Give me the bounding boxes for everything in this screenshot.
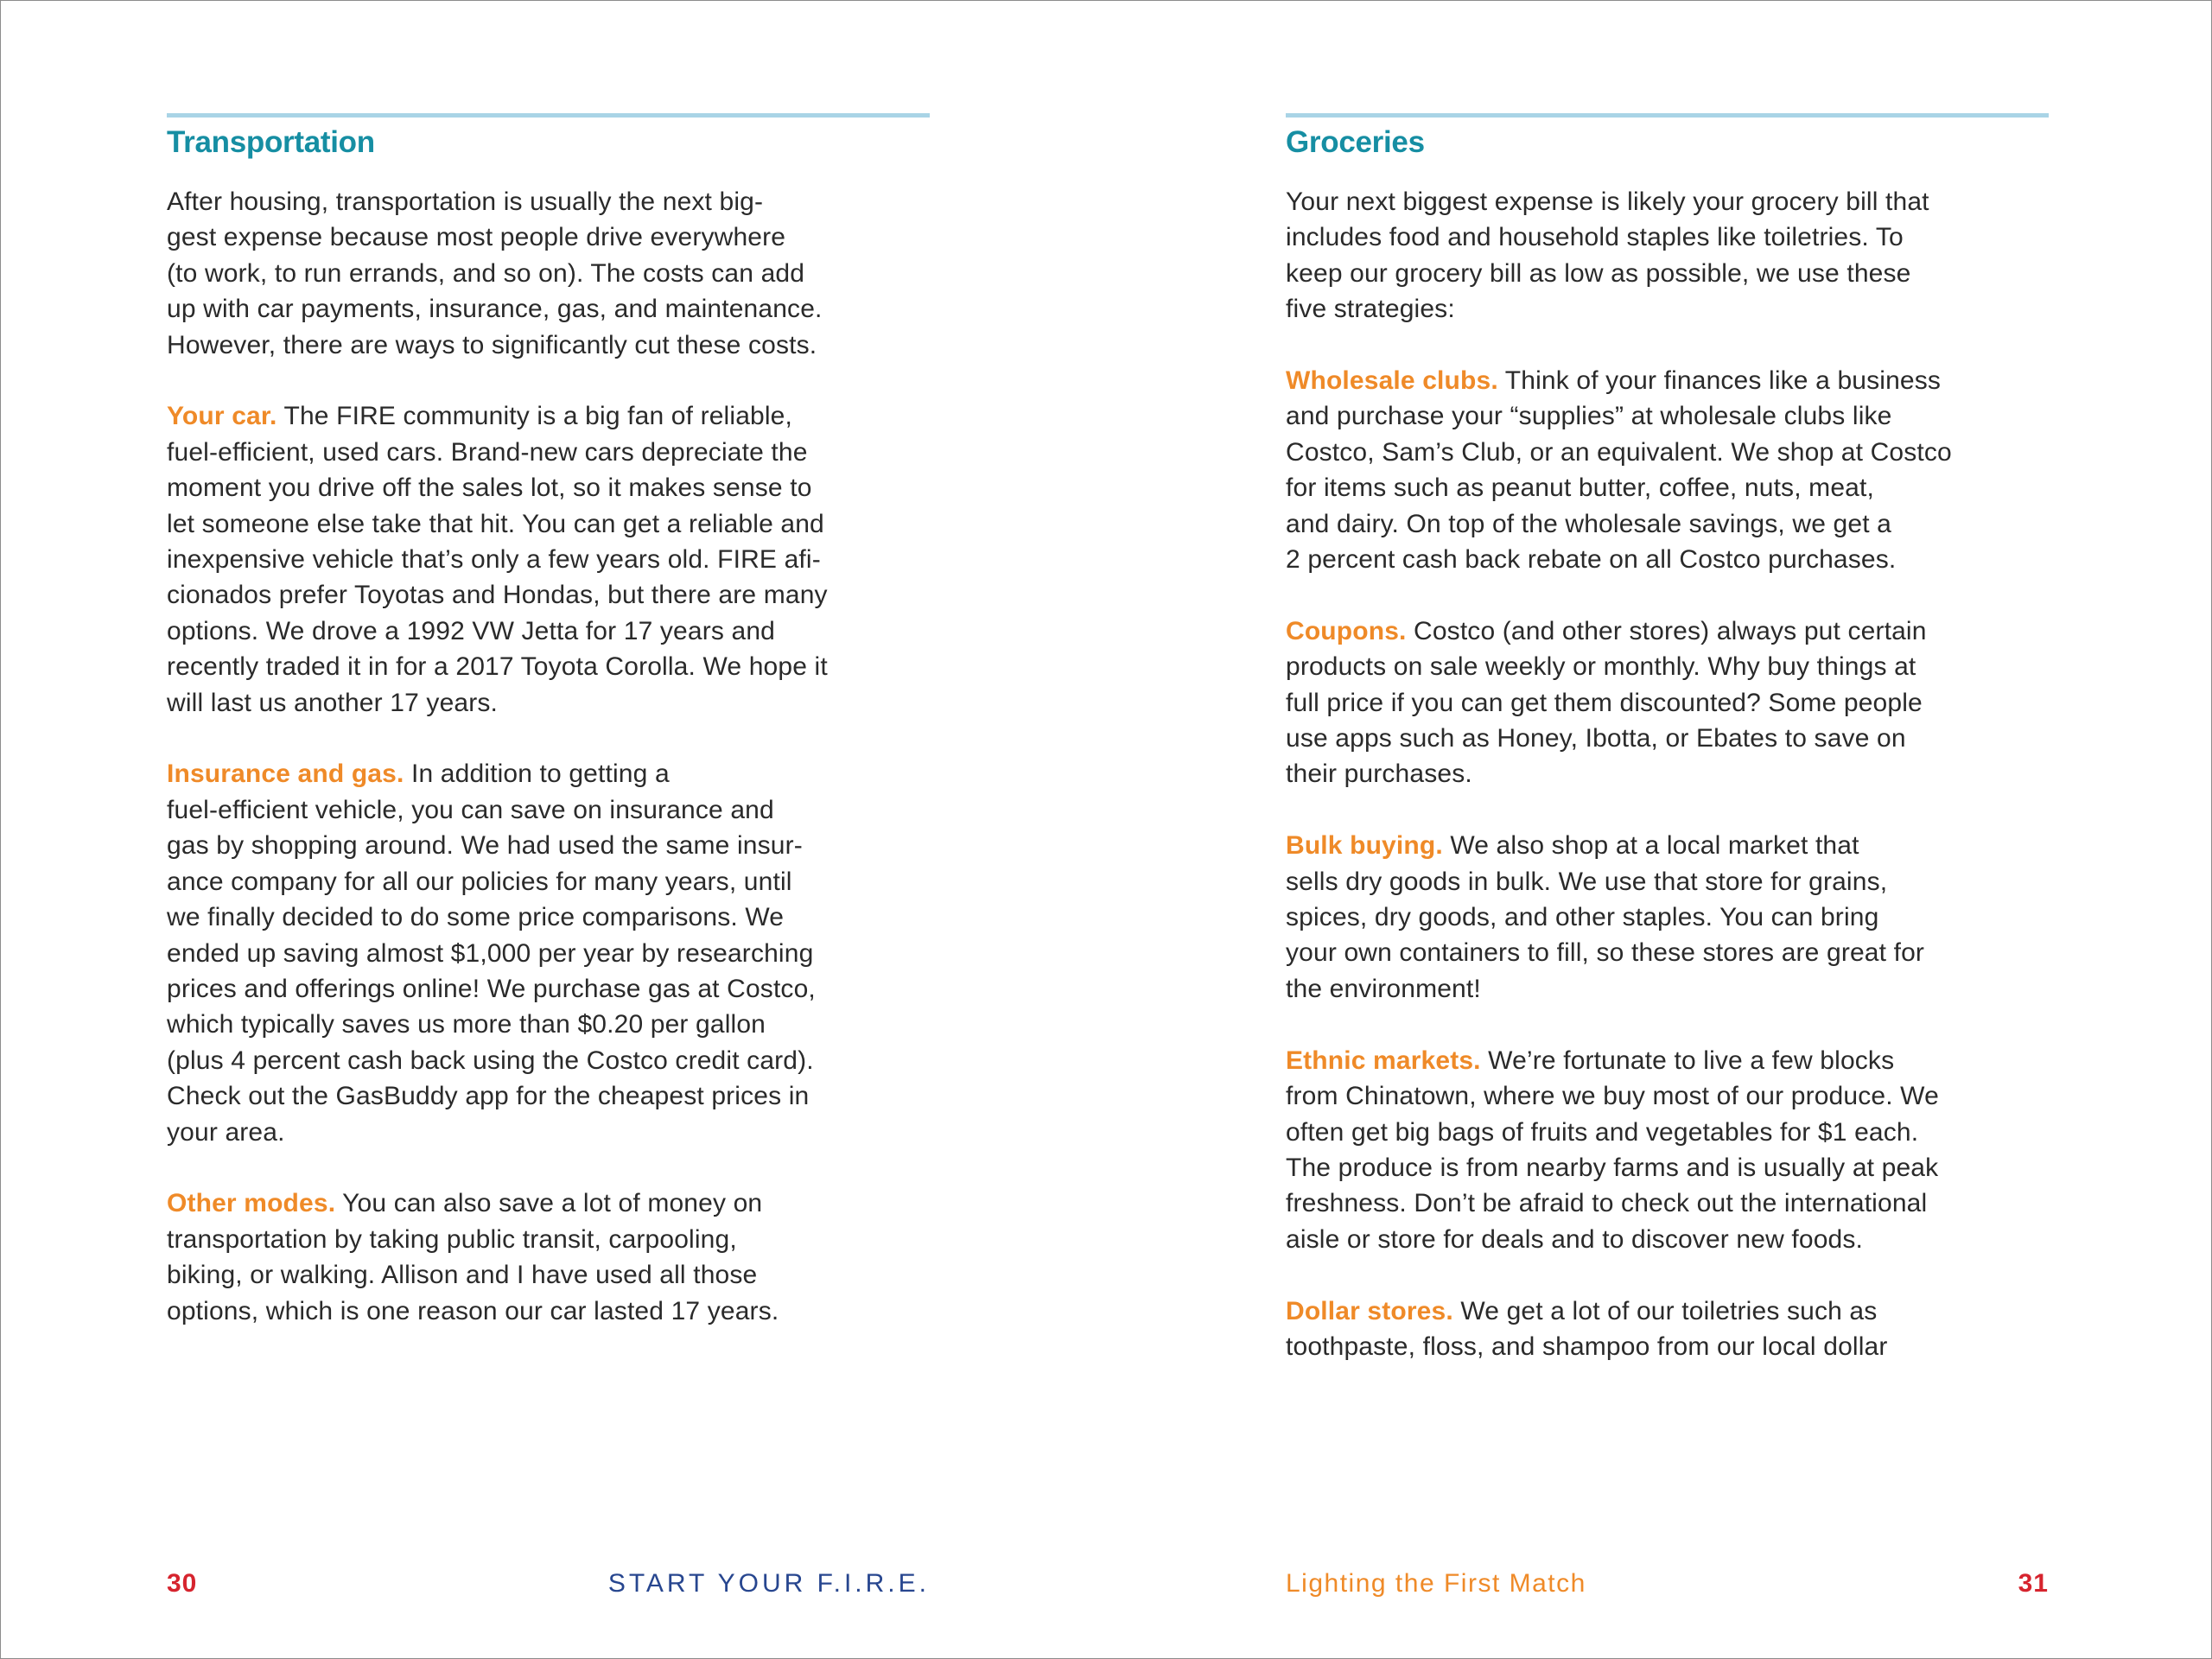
text-line [167, 613, 930, 649]
text-line [1286, 1294, 2049, 1329]
body-paragraph [167, 1185, 930, 1329]
line-text: their purchases. [1286, 760, 1472, 789]
line-text: we finally decided to do some price comparisons. We [167, 903, 785, 932]
text-line [1286, 1043, 2049, 1078]
line-text: let someone else take that hit. You can get a reliable and [167, 509, 824, 538]
line-text: After housing, transportation is usually the next big- [167, 188, 764, 216]
line-text: You can also save a lot of money on [342, 1189, 763, 1218]
text-line [167, 1043, 930, 1078]
text-line [167, 1007, 930, 1042]
line-text: options. We drove a 1992 VW Jetta for 17 years and [167, 616, 776, 645]
line-text: aisle or store for deals and to discover new foods. [1286, 1224, 1864, 1254]
text-line [167, 685, 930, 721]
text-line [167, 256, 930, 291]
text-line [1286, 219, 2049, 255]
body-paragraph [167, 398, 930, 721]
text-line [1286, 435, 2049, 470]
text-line [167, 864, 930, 899]
line-text: options, which is one reason our car lasted 17 years. [167, 1296, 779, 1325]
section-rule [1286, 113, 2049, 118]
line-text: your area. [167, 1117, 285, 1147]
running-head-chapter-title: Lighting the First Match [1286, 1569, 1586, 1598]
text-line [1286, 542, 2049, 577]
line-text: ance company for all our policies for many years, until [167, 867, 792, 896]
text-line [167, 435, 930, 470]
text-line [1286, 470, 2049, 505]
text-line [1286, 613, 2049, 649]
text-line [167, 219, 930, 255]
text-line [167, 1115, 930, 1150]
text-line [1286, 398, 2049, 434]
text-line [1286, 899, 2049, 935]
text-line [167, 577, 930, 613]
text-line [167, 398, 930, 434]
text-line [1286, 756, 2049, 791]
body-paragraph [1286, 184, 2049, 327]
line-text: the environment! [1286, 974, 1481, 1003]
line-text: Costco, Sam’s Club, or an equivalent. We shop at Costco [1286, 437, 1952, 467]
body-paragraph [1286, 1043, 2049, 1257]
line-text: (plus 4 percent cash back using the Costco credit card). [167, 1046, 814, 1075]
line-text: 2 percent cash back rebate on all Costco purchases. [1286, 545, 1897, 575]
line-text: gas by shopping around. We had used the same insur- [167, 831, 803, 861]
paragraph-lead-in: Coupons. [1286, 616, 1407, 645]
line-text: In addition to getting a [410, 760, 670, 789]
text-line [167, 828, 930, 863]
text-line [1286, 1222, 2049, 1257]
text-line [167, 327, 930, 363]
line-text: for items such as peanut butter, coffee, nuts, meat, [1286, 474, 1874, 503]
line-text: The produce is from nearby farms and is usually at peak [1286, 1153, 1939, 1182]
line-text: Costco (and other stores) always put certain [1414, 616, 1927, 645]
body-paragraph [1286, 363, 2049, 577]
text-line [1286, 184, 2049, 219]
line-text: biking, or walking. Allison and I have used all those [167, 1261, 758, 1290]
text-line [1286, 506, 2049, 542]
left-page [167, 1, 930, 1658]
line-text: use apps such as Honey, Ibotta, or Ebates to save on [1286, 724, 1906, 753]
text-line [167, 542, 930, 577]
text-line [1286, 291, 2049, 327]
line-text: However, there are ways to significantly cut these costs. [167, 330, 817, 359]
line-text: sells dry goods in bulk. We use that store for grains, [1286, 867, 1888, 896]
line-text: includes food and household staples like toiletries. To [1286, 223, 1904, 252]
section-heading-groceries: Groceries [1286, 125, 1425, 159]
line-text: five strategies: [1286, 295, 1455, 324]
text-line [1286, 363, 2049, 398]
text-line [167, 792, 930, 828]
line-text: We get a lot of our toiletries such as [1460, 1296, 1878, 1325]
line-text: toothpaste, floss, and shampoo from our local dollar [1286, 1332, 1888, 1361]
line-text: inexpensive vehicle that’s only a few years old. FIRE afi- [167, 545, 821, 575]
line-text: (to work, to run errands, and so on). The costs can add [167, 258, 805, 288]
paragraph-lead-in: Your car. [167, 402, 277, 431]
line-text: Think of your finances like a business [1504, 366, 1942, 396]
paragraph-lead-in: Dollar stores. [1286, 1296, 1453, 1325]
text-line [1286, 1150, 2049, 1185]
line-text: freshness. Don’t be afraid to check out the international [1286, 1189, 1928, 1218]
line-text: recently traded it in for a 2017 Toyota Corolla. We hope it [167, 652, 828, 682]
right-page [1286, 1, 2049, 1658]
text-line [1286, 1078, 2049, 1114]
text-line [1286, 864, 2049, 899]
text-line [167, 899, 930, 935]
text-line [167, 184, 930, 219]
line-text: up with car payments, insurance, gas, and maintenance. [167, 295, 823, 324]
line-text: We’re fortunate to live a few blocks [1488, 1046, 1895, 1075]
line-text: Check out the GasBuddy app for the cheapest prices in [167, 1082, 810, 1111]
line-text: Your next biggest expense is likely your grocery bill that [1286, 188, 1929, 216]
line-text: from Chinatown, where we buy most of our produce. We [1286, 1082, 1939, 1111]
paragraph-lead-in: Bulk buying. [1286, 831, 1443, 861]
text-line [167, 1294, 930, 1329]
body-paragraph [1286, 1294, 2049, 1365]
line-text: prices and offerings online! We purchase gas at Costco, [167, 974, 816, 1003]
running-head-book-title: START YOUR F.I.R.E. [607, 1569, 930, 1598]
section-heading-transportation: Transportation [167, 125, 375, 159]
line-text: keep our grocery bill as low as possible, we use these [1286, 258, 1911, 288]
text-line [167, 1078, 930, 1114]
paragraph-lead-in: Insurance and gas. [167, 760, 404, 789]
body-paragraph [1286, 613, 2049, 792]
paragraph-lead-in: Wholesale clubs. [1286, 366, 1498, 396]
text-line [167, 1222, 930, 1257]
paragraph-lead-in: Other modes. [167, 1189, 336, 1218]
line-text: gest expense because most people drive everywhere [167, 223, 786, 252]
line-text: fuel-efficient vehicle, you can save on insurance and [167, 795, 774, 824]
section-rule [167, 113, 930, 118]
text-line [1286, 971, 2049, 1007]
text-line [167, 1185, 930, 1221]
page-number-right: 31 [2018, 1569, 2049, 1598]
line-text: ended up saving almost $1,000 per year by researching [167, 938, 814, 968]
text-line [1286, 1185, 2049, 1221]
line-text: often get big bags of fruits and vegetables for $1 each. [1286, 1117, 1919, 1147]
body-paragraph [167, 756, 930, 1149]
right-page-body [1286, 184, 2049, 1364]
text-line [1286, 649, 2049, 684]
line-text: cionados prefer Toyotas and Hondas, but there are many [167, 581, 828, 610]
text-line [167, 506, 930, 542]
text-line [167, 649, 930, 684]
text-line [167, 1257, 930, 1293]
line-text: products on sale weekly or monthly. Why buy things at [1286, 652, 1916, 682]
text-line [1286, 721, 2049, 756]
line-text: your own containers to fill, so these stores are great for [1286, 938, 1925, 968]
text-line [1286, 1115, 2049, 1150]
body-paragraph [1286, 828, 2049, 1007]
paragraph-lead-in: Ethnic markets. [1286, 1046, 1481, 1075]
line-text: and dairy. On top of the wholesale savings, we get a [1286, 509, 1891, 538]
line-text: will last us another 17 years. [167, 688, 499, 717]
text-line [167, 756, 930, 791]
text-line [167, 291, 930, 327]
line-text: We also shop at a local market that [1450, 831, 1859, 861]
body-paragraph [167, 184, 930, 363]
text-line [1286, 685, 2049, 721]
text-line [167, 470, 930, 505]
line-text: transportation by taking public transit, carpooling, [167, 1224, 737, 1254]
line-text: full price if you can get them discounted? Some people [1286, 688, 1923, 717]
line-text: moment you drive off the sales lot, so it makes sense to [167, 474, 812, 503]
line-text: The FIRE community is a big fan of reliable, [283, 402, 792, 431]
line-text: which typically saves us more than $0.20 per gallon [167, 1010, 766, 1039]
text-line [1286, 256, 2049, 291]
line-text: fuel-efficient, used cars. Brand-new cars depreciate the [167, 437, 808, 467]
text-line [167, 971, 930, 1007]
line-text: spices, dry goods, and other staples. You can bring [1286, 903, 1879, 932]
text-line [1286, 828, 2049, 863]
page-number-left: 30 [167, 1569, 198, 1598]
text-line [167, 936, 930, 971]
text-line [1286, 1329, 2049, 1364]
line-text: and purchase your “supplies” at wholesale clubs like [1286, 402, 1892, 431]
text-line [1286, 935, 2049, 970]
left-page-body [167, 184, 930, 1329]
